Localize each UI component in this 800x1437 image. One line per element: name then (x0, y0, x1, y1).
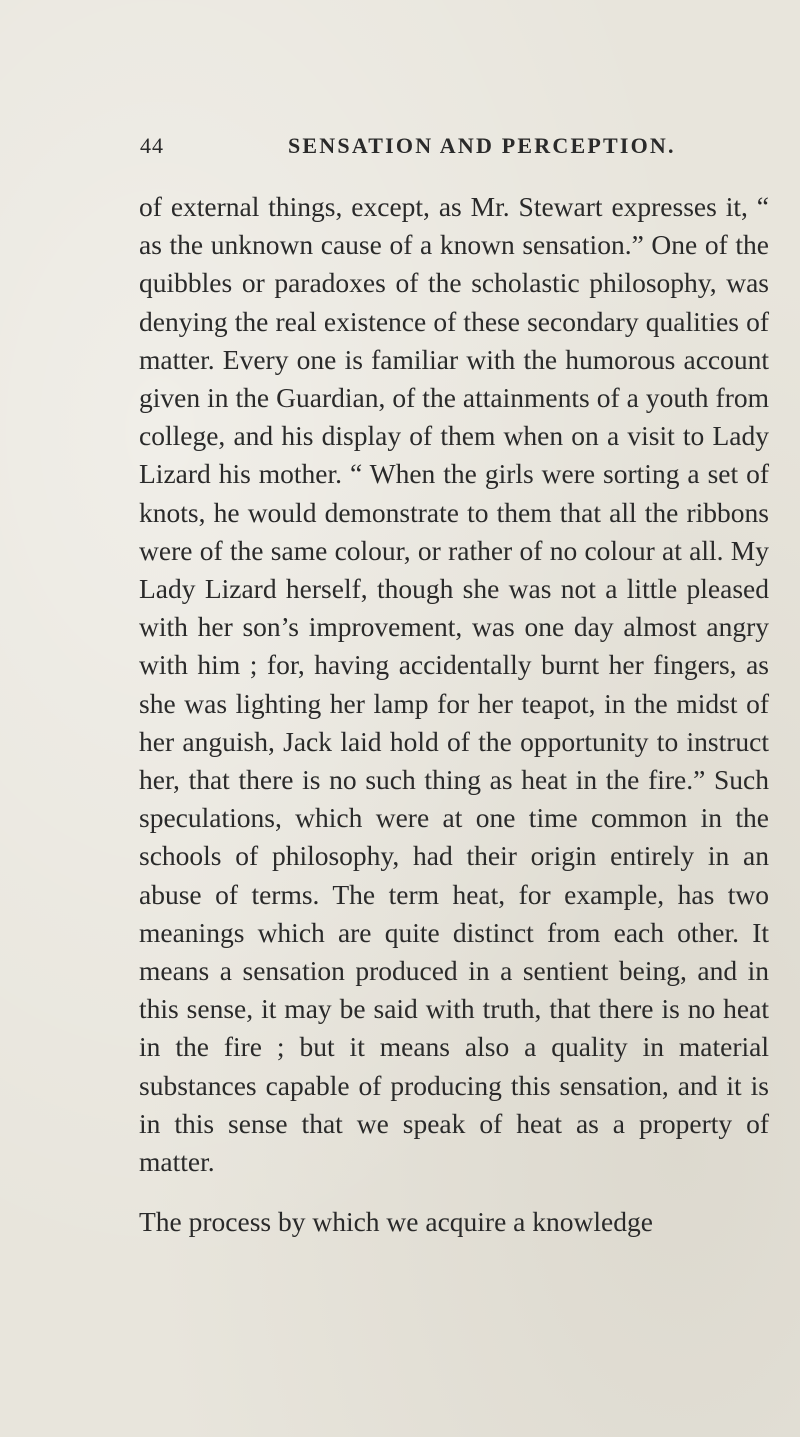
running-title: SENSATION AND PERCEPTION. (288, 133, 676, 158)
paragraph: of external things, except, as Mr. Stewart expresses it, “ as the unknown cause of a known sensation.” One of the quibbles or paradoxes of the scholastic philosophy, was denying the real existence of these secondary qualities of matter. Every one is familiar with the humorous account given in the Guardian, of the attainments of a youth from college, and his display of them when on a visit to Lady Lizard his mother. “ When the girls were sorting a set of knots, he would demonstrate to them that all the ribbons were of the same colour, or rather of no colour at all. My Lady Lizard herself, though she was not a little pleased with her son’s improvement, was one day almost angry with him ; for, having accidentally burnt her fingers, as she was lighting her lamp for her teapot, in the midst of her anguish, Jack laid hold of the opportunity to instruct her, that there is no such thing as heat in the fire.” Such speculations, which were at one time common in the schools of philosophy, had their origin entirely in an abuse of terms. The term heat, for example, has two meanings which are quite distinct from each other. It means a sensation produced in a sentient being, and in this sense, it may be said with truth, that there is no heat in the fire ; but it means also a quality in material substances capable of producing this sensation, and it is in this sense that we speak of heat as a property of matter. (139, 191, 769, 1178)
page-number: 44 (140, 133, 164, 158)
paragraph: The process by which we acquire a knowledge (139, 1206, 653, 1238)
body-text (139, 188, 769, 1241)
running-head (140, 133, 780, 167)
